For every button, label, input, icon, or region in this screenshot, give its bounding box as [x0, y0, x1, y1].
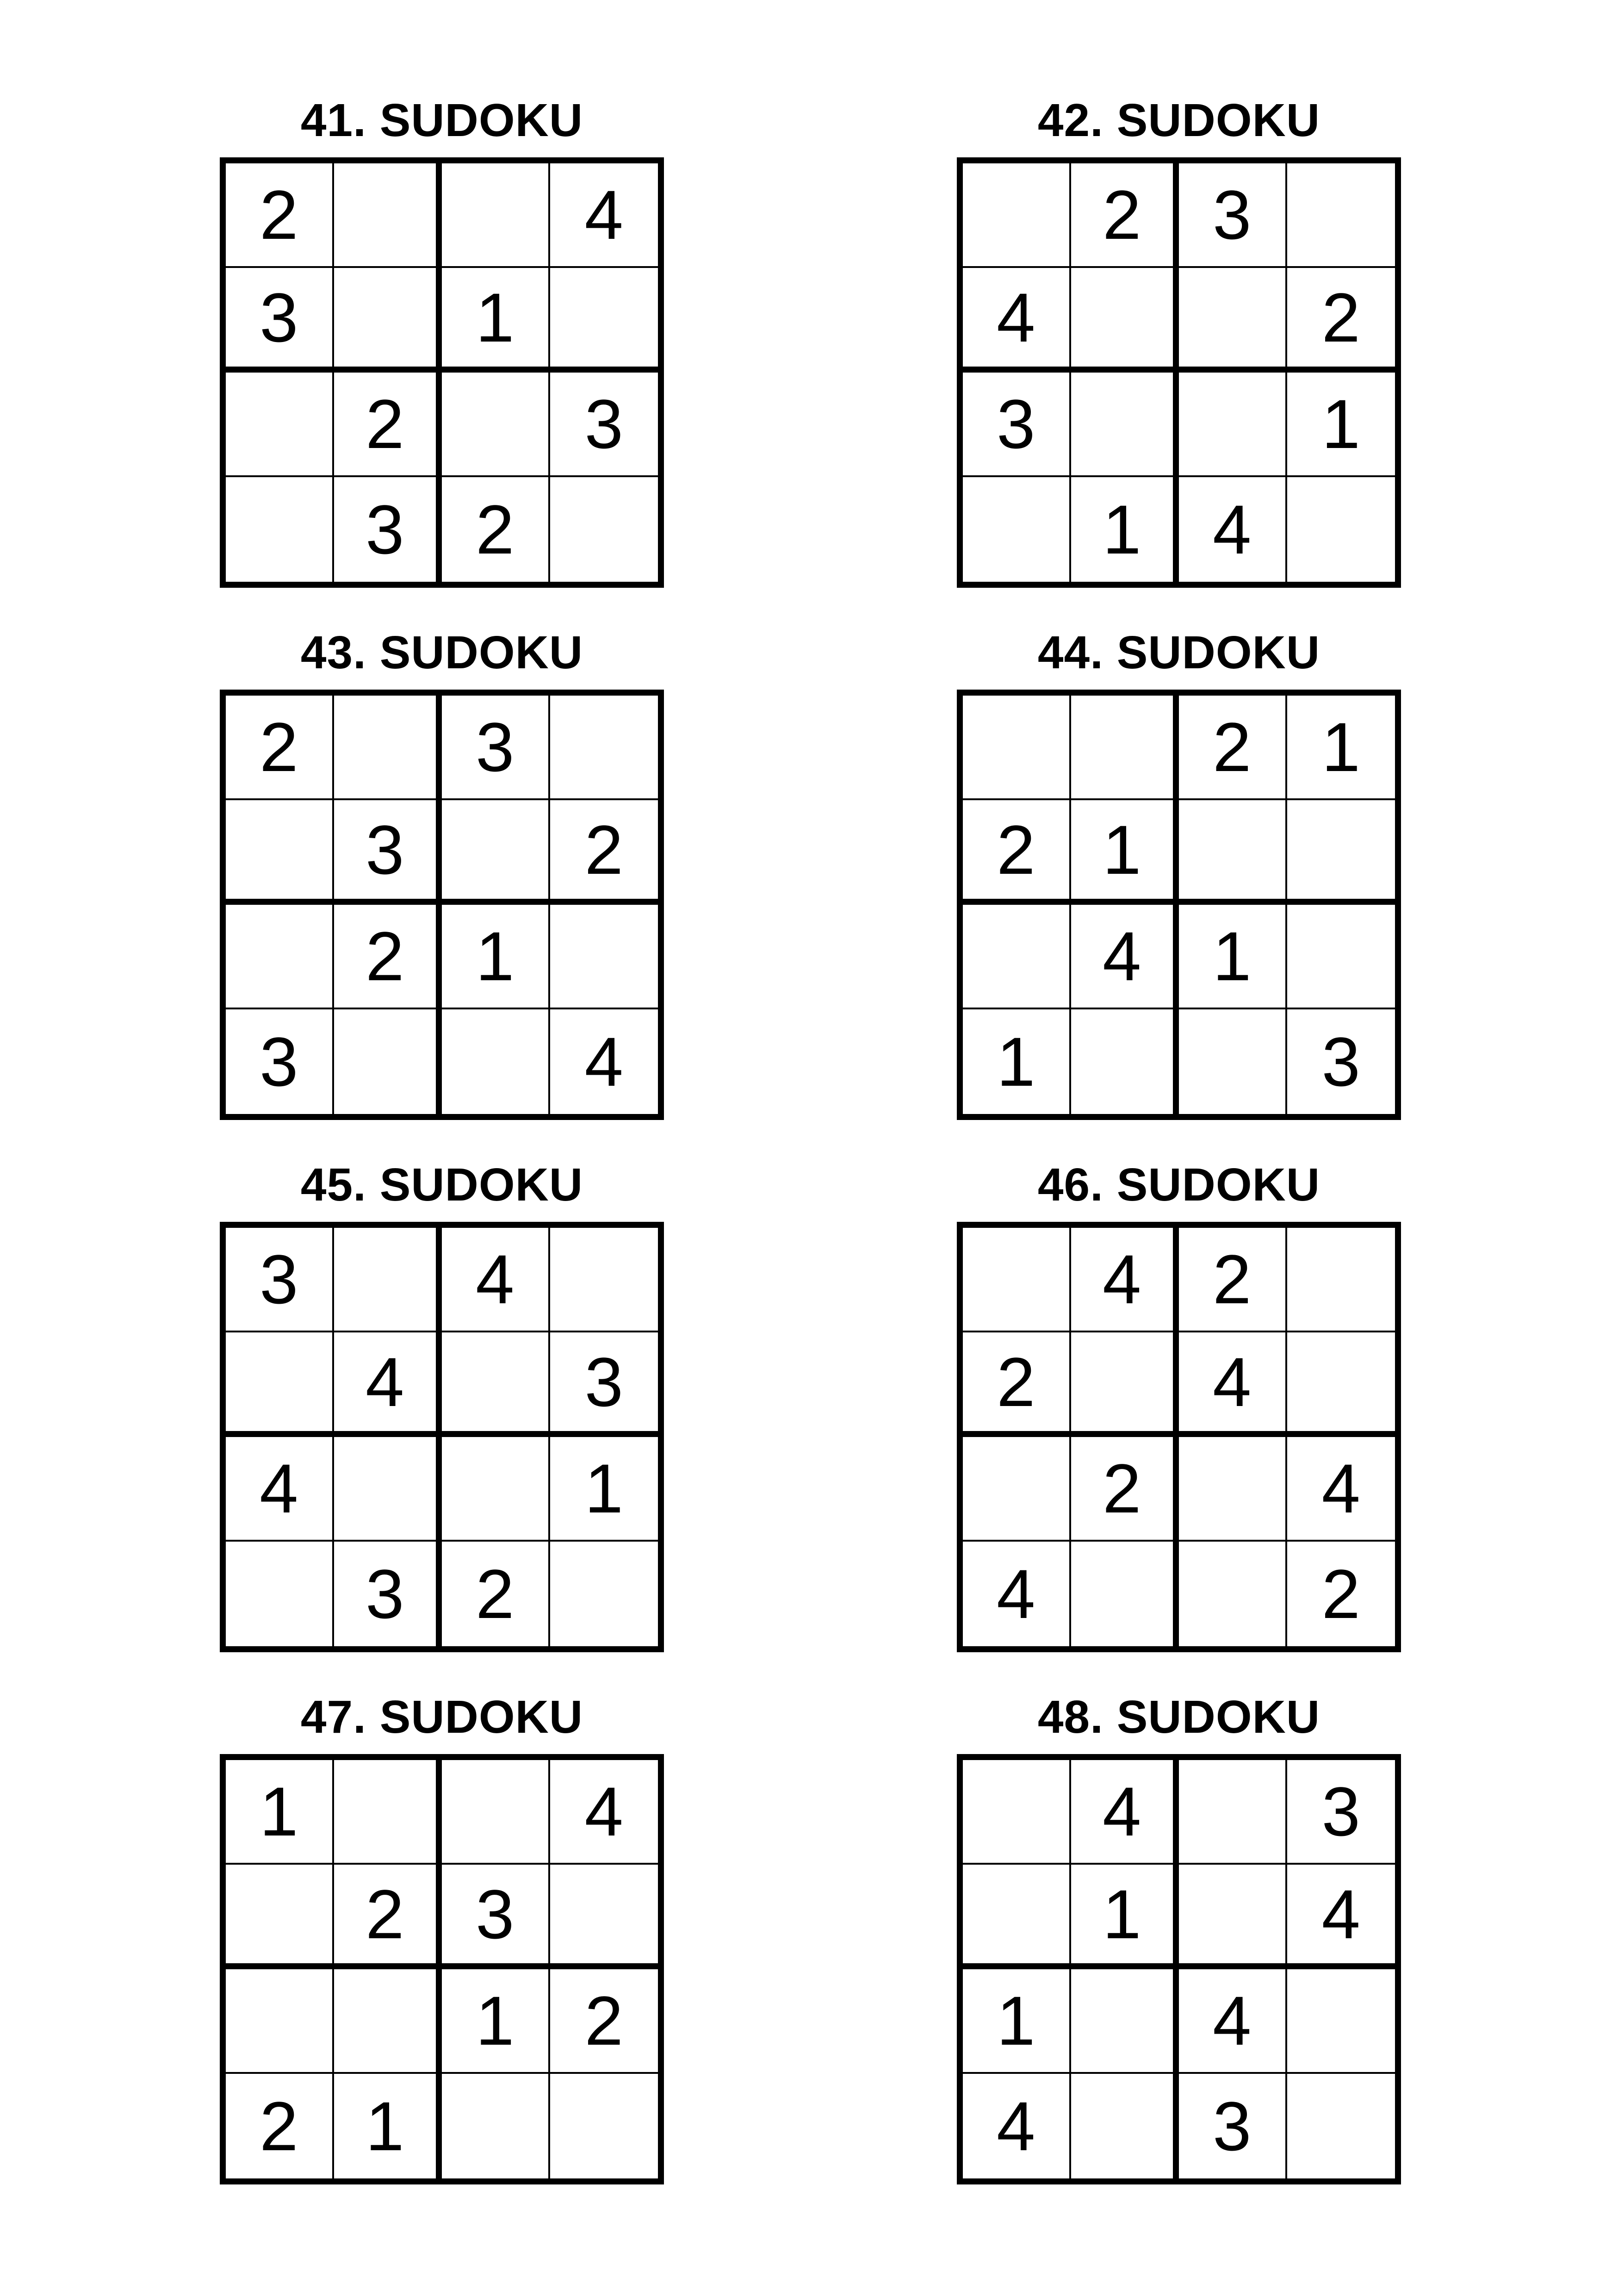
sudoku-puzzle-43 — [220, 625, 664, 1115]
sudoku-cell: 3 — [1179, 2074, 1287, 2178]
sudoku-cell — [334, 1969, 442, 2074]
sudoku-cell: 2 — [442, 477, 550, 582]
sudoku-cell — [550, 905, 658, 1009]
sudoku-cell — [1287, 477, 1395, 582]
sudoku-cell: 3 — [334, 1542, 442, 1646]
sudoku-cell: 2 — [334, 373, 442, 477]
sudoku-grid — [220, 690, 664, 1120]
sudoku-cell: 1 — [1071, 477, 1179, 582]
sudoku-puzzle-45 — [220, 1157, 664, 1648]
sudoku-cell — [963, 1437, 1071, 1542]
sudoku-cell — [1287, 905, 1395, 1009]
sudoku-cell: 1 — [442, 268, 550, 373]
sudoku-grid — [220, 1222, 664, 1652]
sudoku-puzzle-48 — [957, 1689, 1401, 2180]
sudoku-cell — [1287, 1332, 1395, 1437]
sudoku-cell: 3 — [550, 373, 658, 477]
sudoku-cell: 2 — [442, 1542, 550, 1646]
sudoku-cell: 2 — [1287, 268, 1395, 373]
sudoku-cell — [1287, 1969, 1395, 2074]
sudoku-cell: 1 — [963, 1969, 1071, 2074]
sudoku-cell: 2 — [226, 163, 334, 268]
sudoku-cell — [550, 1865, 658, 1969]
sudoku-cell — [334, 1437, 442, 1542]
sudoku-cell: 4 — [1071, 905, 1179, 1009]
sudoku-puzzle-46 — [957, 1157, 1401, 1648]
sudoku-cell: 1 — [1287, 373, 1395, 477]
sudoku-cell — [963, 163, 1071, 268]
sudoku-cell: 2 — [334, 1865, 442, 1969]
puzzle-title: 43. SUDOKU — [300, 627, 583, 678]
sudoku-cell — [550, 1228, 658, 1332]
sudoku-cell — [334, 1228, 442, 1332]
sudoku-cell: 4 — [334, 1332, 442, 1437]
sudoku-cell: 2 — [550, 800, 658, 905]
puzzle-title: 48. SUDOKU — [1037, 1691, 1320, 1743]
sudoku-cell: 3 — [550, 1332, 658, 1437]
puzzle-title: 42. SUDOKU — [1037, 94, 1320, 146]
sudoku-cell — [1179, 1542, 1287, 1646]
sudoku-cell — [550, 477, 658, 582]
sudoku-cell: 2 — [1071, 163, 1179, 268]
sudoku-grid — [957, 1754, 1401, 2184]
sudoku-cell: 4 — [1179, 477, 1287, 582]
sudoku-cell — [226, 373, 334, 477]
sudoku-cell — [963, 905, 1071, 1009]
sudoku-cell — [226, 477, 334, 582]
puzzle-title: 41. SUDOKU — [300, 94, 583, 146]
sudoku-cell — [550, 2074, 658, 2178]
sudoku-grid — [957, 690, 1401, 1120]
sudoku-cell — [550, 268, 658, 373]
sudoku-cell: 2 — [226, 2074, 334, 2178]
sudoku-cell — [1071, 1009, 1179, 1114]
sudoku-cell — [1287, 800, 1395, 905]
sudoku-cell — [1287, 1228, 1395, 1332]
sudoku-cell — [1179, 373, 1287, 477]
sudoku-cell: 1 — [334, 2074, 442, 2178]
sudoku-cell — [334, 268, 442, 373]
sudoku-cell: 4 — [550, 163, 658, 268]
sudoku-cell: 3 — [442, 696, 550, 800]
sudoku-cell: 4 — [1287, 1865, 1395, 1969]
sudoku-cell: 3 — [1179, 163, 1287, 268]
sudoku-cell — [442, 1332, 550, 1437]
sudoku-cell: 2 — [1179, 696, 1287, 800]
sudoku-cell: 4 — [550, 1760, 658, 1865]
sudoku-cell: 3 — [226, 1228, 334, 1332]
sudoku-cell: 2 — [963, 1332, 1071, 1437]
sudoku-cell: 4 — [1179, 1332, 1287, 1437]
sudoku-cell — [442, 800, 550, 905]
sudoku-cell: 1 — [1179, 905, 1287, 1009]
sudoku-cell — [1071, 2074, 1179, 2178]
sudoku-cell: 3 — [334, 800, 442, 905]
sudoku-cell — [1179, 1865, 1287, 1969]
sudoku-cell: 3 — [1321, 1023, 1360, 1101]
sudoku-cell — [550, 1542, 658, 1646]
sudoku-cell — [550, 696, 658, 800]
sudoku-cell — [1071, 696, 1179, 800]
sudoku-cell: 4 — [1287, 1437, 1395, 1542]
sudoku-cell: 3 — [442, 1865, 550, 1969]
sudoku-cell: 4 — [442, 1228, 550, 1332]
sudoku-cell: 2 — [550, 1969, 658, 2074]
sudoku-cell: 3 — [963, 373, 1071, 477]
sudoku-cell: 1 — [226, 1760, 334, 1865]
sudoku-puzzle-47 — [220, 1689, 664, 2180]
sudoku-cell — [1071, 1332, 1179, 1437]
sudoku-cell — [963, 1865, 1071, 1969]
sudoku-cell — [334, 163, 442, 268]
sudoku-cell — [226, 1865, 334, 1969]
sudoku-cell — [1179, 1009, 1287, 1114]
sudoku-cell — [1287, 163, 1395, 268]
sudoku-puzzle-44 — [957, 625, 1401, 1115]
sudoku-cell: 3 — [226, 268, 334, 373]
sudoku-cell — [1179, 268, 1287, 373]
sudoku-cell — [334, 1009, 442, 1114]
sudoku-cell: 2 — [226, 696, 334, 800]
sudoku-cell: 3 — [1287, 1760, 1395, 1865]
sudoku-puzzle-41 — [220, 93, 664, 583]
sudoku-cell — [1287, 2074, 1395, 2178]
sudoku-cell — [1179, 800, 1287, 905]
sudoku-cell: 4 — [963, 2074, 1071, 2178]
sudoku-cell — [1071, 268, 1179, 373]
sudoku-cell — [334, 1760, 442, 1865]
sudoku-cell — [442, 1437, 550, 1542]
sudoku-cell — [226, 1542, 334, 1646]
sudoku-cell — [226, 800, 334, 905]
puzzle-title: 44. SUDOKU — [1037, 627, 1320, 678]
sudoku-cell — [334, 696, 442, 800]
sudoku-cell — [1071, 1542, 1179, 1646]
sudoku-cell — [963, 696, 1071, 800]
sudoku-grid — [220, 157, 664, 588]
sudoku-cell: 4 — [963, 268, 1071, 373]
sudoku-cell — [442, 163, 550, 268]
sudoku-grid — [957, 157, 1401, 588]
sudoku-cell: 2 — [1179, 1228, 1287, 1332]
sudoku-cell: 2 — [963, 800, 1071, 905]
sudoku-cell: 1 — [963, 1009, 1071, 1114]
sudoku-cell: 1 — [1071, 800, 1179, 905]
sudoku-cell — [963, 477, 1071, 582]
sudoku-cell — [1179, 1437, 1287, 1542]
sudoku-cell — [442, 1009, 550, 1114]
sudoku-cell: 1 — [550, 1437, 658, 1542]
puzzle-title: 46. SUDOKU — [1037, 1159, 1320, 1211]
puzzle-title: 47. SUDOKU — [300, 1691, 583, 1743]
sudoku-cell: 2 — [1071, 1437, 1179, 1542]
sudoku-cell: 4 — [1179, 1969, 1287, 2074]
sudoku-cell — [442, 2074, 550, 2178]
sudoku-cell: 4 — [1071, 1228, 1179, 1332]
sudoku-cell — [1071, 1969, 1179, 2074]
sudoku-cell — [1179, 1760, 1287, 1865]
sudoku-cell: 1 — [442, 1969, 550, 2074]
sudoku-cell: 3 — [226, 1009, 334, 1114]
sudoku-cell: 1 — [442, 905, 550, 1009]
sudoku-cell: 2 — [1321, 1555, 1360, 1633]
sudoku-cell — [226, 905, 334, 1009]
sudoku-cell — [442, 1760, 550, 1865]
sudoku-cell: 4 — [1071, 1760, 1179, 1865]
sudoku-grid — [957, 1222, 1401, 1652]
sudoku-cell — [1071, 373, 1179, 477]
sudoku-cell — [442, 373, 550, 477]
sudoku-cell: 2 — [334, 905, 442, 1009]
sudoku-cell — [226, 1332, 334, 1437]
sudoku-cell: 1 — [1071, 1865, 1179, 1969]
sudoku-cell — [963, 1760, 1071, 1865]
sudoku-cell: 1 — [1287, 696, 1395, 800]
sudoku-puzzle-42 — [957, 93, 1401, 583]
sudoku-cell: 4 — [226, 1437, 334, 1542]
puzzle-title: 45. SUDOKU — [300, 1159, 583, 1211]
sudoku-cell: 3 — [334, 477, 442, 582]
sudoku-cell — [226, 1969, 334, 2074]
sudoku-grid — [220, 1754, 664, 2184]
sudoku-cell: 4 — [584, 1023, 623, 1101]
sudoku-cell — [963, 1228, 1071, 1332]
sudoku-cell: 4 — [963, 1542, 1071, 1646]
